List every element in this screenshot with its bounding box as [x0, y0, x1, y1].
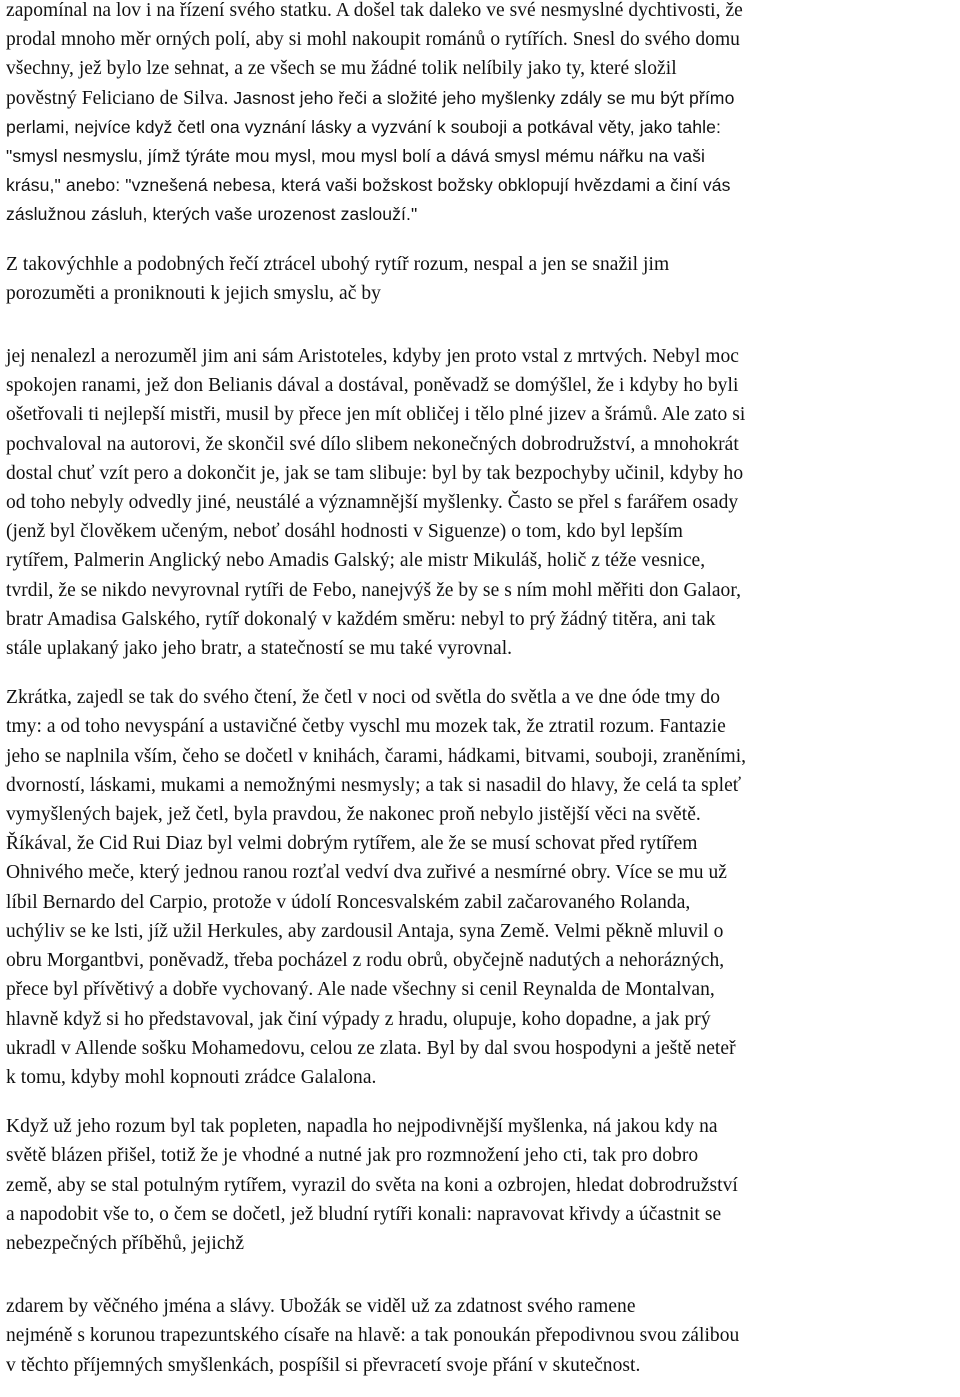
paragraph-1	[6, 0, 956, 230]
paragraph-4: Zkrátka, zajedl se tak do svého čtení, že četl v noci od světla do světla a ve dne óde tmy do tmy: a od toho nevyspání a ustavičné četby vyschl mu mozek tak, že ztratil rozum. Fantazie jeho se naplnila vším, čeho se dočetl v knihách, čarami, hádkami, bitvami, souboji, zraněními, dvorností, láskami, mukami a nemožnými nesmysly; a tak si nasadil do hlavy, že celá ta spleť vymyšlených bajek, jež četl, byla pravdou, že nakonec proň nebylo jistější věci na světě. Říkával, že Cid Rui Diaz byl velmi dobrým rytířem, ale že se musí schovat před rytířem Ohnivého meče, který jednou ranou rozťal vedví dva zuřivé a nesmírné obry. Více se mu už líbil Bernardo del Carpio, protože v údolí Roncesvalském zabil začarovaného Rolanda, uchýliv se ke lsti, jíž užil Herkules, aby zardousil Antaja, syna Země. Velmi pěkně mluvil o obru Morgantbvi, poněvadž, třeba pocházel z rodu obrů, obyčejně nadutých a nehorázných, přece byl přívětivý a dobře vychovaný. Ale nade všechny si cenil Reynalda de Montalvan, hlavně když si ho představoval, jak činí výpady z hradu, olupuje, koho dopadne, a jak prý ukradl v Allende sošku Mohamedovu, celou ze zlata. Byl by dal svou hospodyni a ještě neteř k tomu, kdyby mohl kopnouti zrádce Galalona.	[6, 687, 747, 1088]
paragraph-5: Když už jeho rozum byl tak popleten, napadla ho nejpodivnější myšlenka, ná jakou kdy na světě blázen přišel, totiž že je vhodné a nutné jak pro rozmnožení jeho cti, tak pro dobro země, aby se stal potulným rytířem, vyrazil do světa na koni a ozbrojen, hledat dobrodružství a napodobit vše to, o čem se dočetl, jež bludní rytíři konali: napravovat křivdy a účastnit se nebezpečných příběhů, jejichž	[6, 1116, 738, 1254]
document-page	[6, 0, 956, 1380]
paragraph-6: zdarem by věčného jména a slávy. Ubožák se viděl už za zdatnost svého ramene nejméně s korunou trapezuntského císaře na hlavě: a tak ponoukán přepodivnou svou zálibou v těchto příjemných smyšlenkách, pospíšil si převracetí svoje přání v skutečnost.	[6, 1296, 740, 1376]
paragraph-2: Z takovýchhle a podobných řečí ztrácel ubohý rytíř rozum, nespal a jen se snažil jim porozuměti a proniknouti k jejich smyslu, ač by	[6, 253, 670, 304]
spacer	[6, 230, 956, 250]
paragraph-3: jej nenalezl a nerozuměl jim ani sám Aristoteles, kdyby jen proto vstal z mrtvých. Nebyl moc spokojen ranami, jež don Belianis dával a dostával, poněvadž se domýšlel, že i kdyby ho byli ošetřovali ti nejlepší mistři, musil by přece jen mít obličej i tělo plné jizev a šrámů. Ale zato si pochvaloval na autorovi, že skončil své dílo slibem nekonečných dobrodružství, a mnohokrát dostal chuť vzít pero a dokončit je, jak se tam slibuje: byl by tak bezpochyby učinil, kdyby ho od toho nebyly odvedly jiné, neustálé a významnější myšlenky. Často se přel s farářem osady (jenž byl člověkem učeným, neboť dosáhl hodnosti v Siguenze) o tom, kdo byl lepším rytířem, Palmerin Anglický nebo Amadis Galský; ale mistr Mikuláš, holič z téže vesnice, tvrdil, že se nikdo nevyrovnal rytíři de Febo, nanejvýš že by se s ním mohl měřiti don Galaor, bratr Amadisa Galského, rytíř dokonalý v každém směru: nebyl to prý žádný titěra, ani tak stále uplakaný jako jeho bratr, a statečností se mu také vyrovnal.	[6, 346, 746, 660]
paragraph-1-sans-text: Jasnost jeho řeči a složité jeho myšlenky zdály se mu být přímo perlami, nejvíce když četl ona vyznání lásky a vyzvání k souboji a potkával věty, jako tahle: "smysl nesmyslu, jímž týráte mou mysl, mou mysl bolí a dává smysl mému nářku na vaši krásu," anebo: "vznešená nebesa, která vaši božskost božsky obklopují hvězdami a činí vás záslužnou zásluh, kterých vaše urozenost zaslouží."	[6, 87, 735, 225]
spacer	[6, 308, 956, 342]
spacer	[6, 1092, 956, 1112]
paragraph-1-serif-text: zapomínal na lov i na řízení svého statku. A došel tak daleko ve své nesmyslné dychtivosti, že prodal mnoho měr orných polí, aby si mohl nakoupit románů o rytířích. Snesl do svého domu všechny, jež bylo lze sehnat, a ze všech se mu žádné tolik nelíbily jako ty, které složil pověstný Feliciano de Silva.	[6, 0, 743, 109]
spacer	[6, 663, 956, 683]
spacer	[6, 1258, 956, 1292]
